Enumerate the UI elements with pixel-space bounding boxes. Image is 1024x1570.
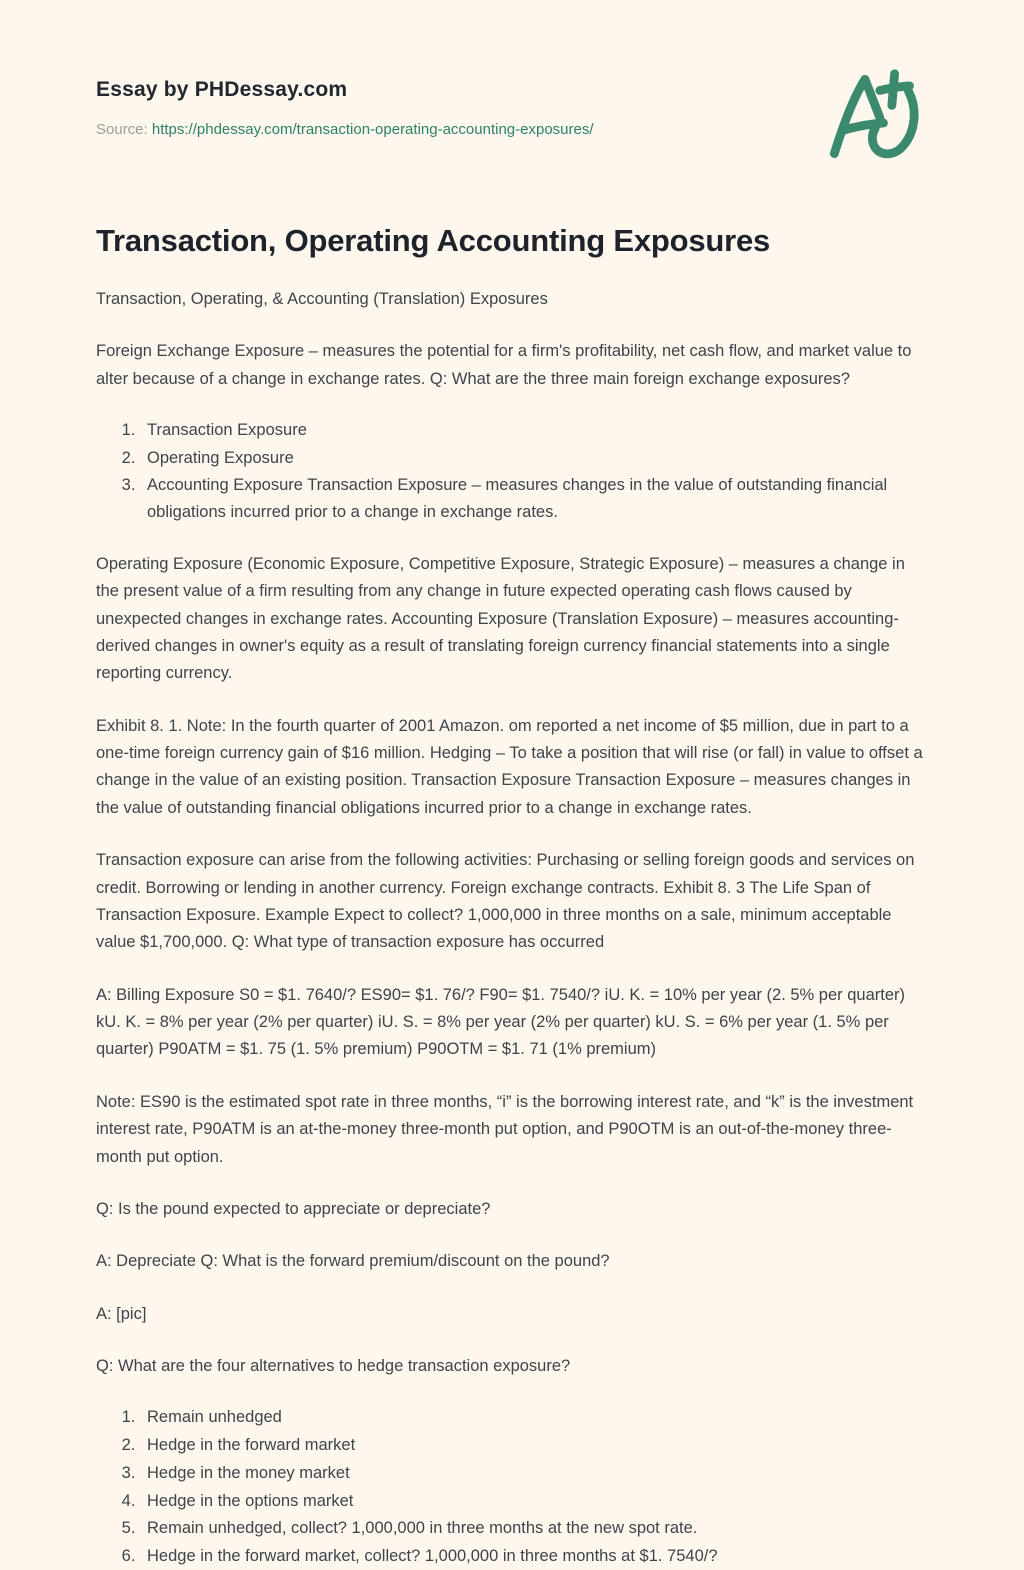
list-item: 4. Hedge in the options market bbox=[140, 1488, 928, 1515]
exposure-list bbox=[96, 417, 928, 526]
paragraph-exhibit-note: Exhibit 8. 1. Note: In the fourth quarter of 2001 Amazon. om reported a net income of $5 million, due in part to a one-time foreign currency gain of $16 million. Hedging – To take a position that will rise (or fall) in value to offset a change in the value of an existing position. Transaction Exposure Transaction Exposure – measures changes in the value of outstanding financial obligations incurred prior to a change in exchange rates. bbox=[96, 716, 923, 817]
list-item: 5. Remain unhedged, collect? 1,000,000 in three months at the new spot rate. bbox=[140, 1515, 928, 1542]
source-url-link[interactable]: https://phdessay.com/transaction-operating-accounting-exposures/ bbox=[151, 121, 594, 138]
a-plus-logo-icon bbox=[826, 66, 928, 166]
question-four-alternatives: Q: What are the four alternatives to hedge transaction exposure? bbox=[96, 1357, 571, 1375]
list-item: 1. Remain unhedged bbox=[140, 1404, 928, 1431]
source-label: Source: bbox=[96, 121, 148, 138]
intro-line: Transaction, Operating, & Accounting (Translation) Exposures bbox=[96, 289, 548, 308]
list-item: 6. Hedge in the forward market, collect? 1,000,000 in three months at $1. 7540/? bbox=[140, 1543, 928, 1570]
source-line bbox=[96, 121, 928, 138]
paragraph-operating-exposure: Operating Exposure (Economic Exposure, Competitive Exposure, Strategic Exposure) – measures a change in the present value of a firm resulting from any change in future expected operating cash flows caused by unexpected changes in exchange rates. Accounting Exposure (Translation Exposure) – measures accounting-derived changes in owner's equity as a result of translating foreign currency financial statements into a single reporting currency. bbox=[96, 554, 905, 683]
paragraph-foreign-exchange: Foreign Exchange Exposure – measures the potential for a firm's profitability, net cash flow, and market value to alter because of a change in exchange rates. Q: What are the three main foreign exchange exposures? bbox=[96, 342, 912, 388]
paragraph-transaction-arise: Transaction exposure can arise from the following activities: Purchasing or selling foreign goods and services on credit. Borrowing or lending in another currency. Foreign exchange contracts. Exhibit 8. 3 The Life Span of Transaction Exposure. Example Expect to collect? 1,000,000 in three months on a sale, minimum acceptable value $1,700,000. Q: What type of transaction exposure has occurred bbox=[96, 851, 915, 952]
question-pound: Q: Is the pound expected to appreciate or depreciate? bbox=[96, 1199, 491, 1218]
answer-pic: A: [pic] bbox=[96, 1304, 147, 1323]
list-item: 3. Accounting Exposure Transaction Exposure – measures changes in the value of outstanding financial obligations incurred prior to a change in exchange rates. bbox=[140, 472, 928, 525]
list-item: 2. Hedge in the forward market bbox=[140, 1432, 928, 1459]
paragraph-es90-note: Note: ES90 is the estimated spot rate in three months, “i” is the borrowing interest rate, and “k” is the investment interest rate, P90ATM is an at-the-money three-month put option, and P90OTM is an out-of-the-money three-month put option. bbox=[96, 1092, 914, 1166]
page-title: Transaction, Operating Accounting Exposures bbox=[96, 223, 771, 258]
alternatives-list bbox=[96, 1404, 928, 1569]
paragraph-billing-exposure: A: Billing Exposure S0 = $1. 7640/? ES90= $1. 76/? F90= $1. 7540/? iU. K. = 10% per year (2. 5% per quarter) kU. K. = 8% per year (2% per quarter) iU. S. = 8% per year (2% per quarter) kU. S. = 6% per year (1. 5% per quarter) P90ATM = $1. 75 (1. 5% premium) P90OTM = $1. 71 (1% premium) bbox=[96, 985, 905, 1059]
brand-heading: Essay by PHDessay.com bbox=[96, 78, 348, 101]
list-item: 2. Operating Exposure bbox=[140, 445, 928, 472]
answer-depreciate: A: Depreciate Q: What is the forward premium/discount on the pound? bbox=[96, 1252, 610, 1271]
list-item: 3. Hedge in the money market bbox=[140, 1460, 928, 1487]
list-item: 1. Transaction Exposure bbox=[140, 417, 928, 444]
